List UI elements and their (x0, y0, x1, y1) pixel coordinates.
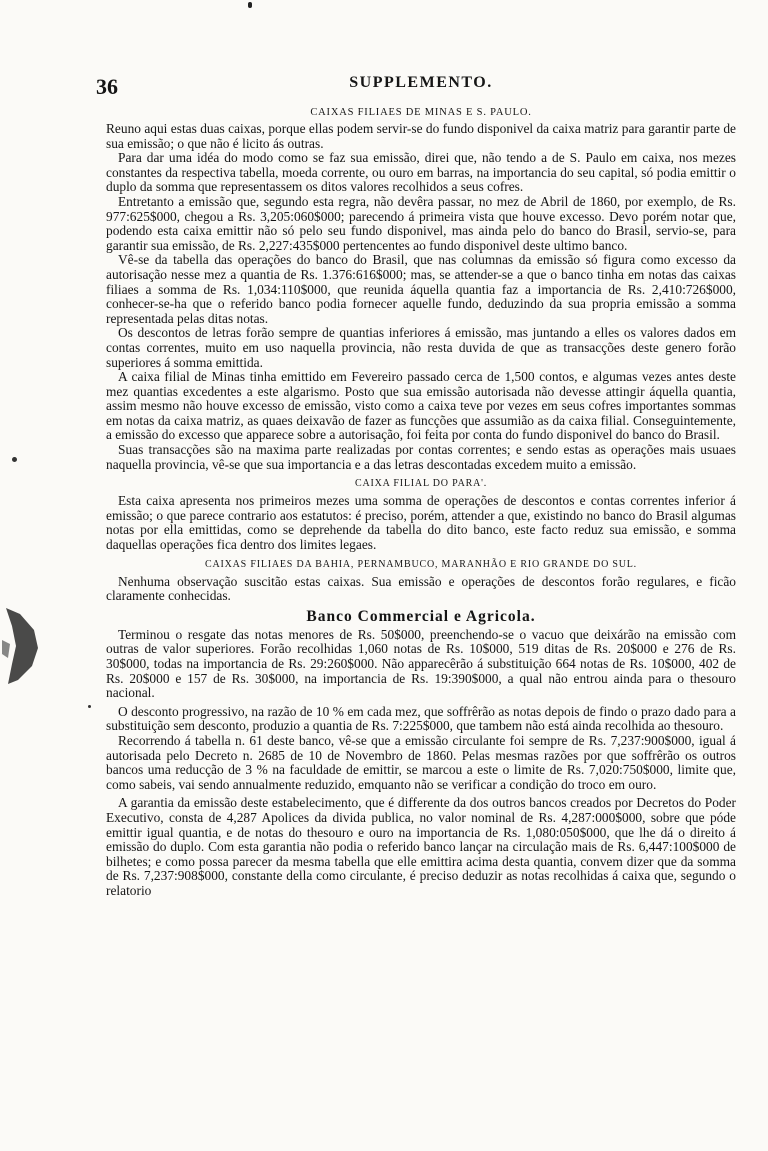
paragraph: O desconto progressivo, na razão de 10 % em cada mez, que soffrêrão as notas depois de findo o prazo dado para a substituição sem desconto, produzio a quantia de Rs. 7:225$000, que tambem não está ainda recolhida ao thesouro. (106, 703, 736, 734)
paragraph: Os descontos de letras forão sempre de quantias inferiores á emissão, mas juntando a elles os valores dados em contas correntes, muito em uso naquella provincia, não resta duvida de que as transacções deste genero forão superiores á somma emittida. (106, 325, 736, 370)
section-heading-minas: CAIXAS FILIAES DE MINAS E S. PAULO. (310, 107, 532, 118)
page-number: 36 (96, 74, 118, 99)
paragraph: Terminou o resgate das notas menores de Rs. 50$000, preenchendo-se o vacuo que deixárão na emissão com outras de valor superiores. Forão recolhidas 1,060 notas de Rs. 10$000, 519 ditas de Rs. 20$000 e 276 de Rs. 30$000, todas na importancia de Rs. 29:260$000. Não apparecêrão á substituição 664 notas de Rs. 10$000, 402 de Rs. 20$000 e 157 de Rs. 30$000, na importancia de Rs. 19:390$000, a qual não entrou ainda para o thesouro nacional. (106, 626, 736, 701)
page-header (96, 74, 736, 99)
paragraph: Para dar uma idéa do modo como se faz sua emissão, direi que, não tendo a de S. Paulo em caixa, nos mezes constantes da respectiva tabella, moeda corrente, ou ouro em barras, na importancia do seu capital, só podia emittir o duplo da somma que representassem os ditos valores recolhidos a seus cofres. (106, 150, 736, 195)
paragraph: Vê-se da tabella das operações do banco do Brasil, que nas columnas da emissão só figura como excesso da autorisação nesse mez a quantia de Rs. 1.376:616$000; mas, se attender-se a que o banco tinha em notas das caixas filiaes a somma de Rs. 1,034:110$000, que reunida áquella quantia faz a importancia de Rs. 2,410:726$000, conhecer-se-ha que o referido banco podia fornecer aquelle fundo, deduzindo da sua propria emissão a somma representada pelas ditas notas. (106, 252, 736, 326)
paragraph: Reuno aqui estas duas caixas, porque ellas podem servir-se do fundo disponivel da caixa matriz para garantir parte de sua emissão; o que não é licito ás outras. (106, 121, 736, 151)
ink-dot (12, 457, 17, 462)
bleed-through-ornament (0, 600, 44, 690)
section-title-banco: Banco Commercial e Agricola. (306, 607, 536, 625)
running-title: SUPPLEMENTO. (349, 74, 493, 91)
page-body (106, 104, 736, 899)
page (96, 0, 736, 1151)
paragraph: A garantia da emissão deste estabelecimento, que é differente da dos outros bancos creados por Decretos do Poder Executivo, consta de 4,287 Apolices da divida publica, no valor nominal de Rs. 4,287:000$000, sobre que póde emittir igual quantia, e de notas do thesouro e ouro na importancia de Rs. 1,080:050$000, que lhe dá o direito á emissão do duplo. Com esta garantia não podia o referido banco lançar na circulação mais de Rs. 6,447:100$000 de bilhetes; e como possa parecer da mesma tabella que elle emittira acima desta quantia, convem dizer que da somma de Rs. 7,237:908$000, constante della como circulante, é preciso deduzir as notas recolhidas á caixa que, segundo o relatorio (106, 795, 736, 898)
paragraph: Suas transacções são na maxima parte realizadas por contas correntes; e sendo estas as operações mais usuaes naquella provincia, vê-se que sua importancia e a das letras descontadas excedem muito a emissão. (106, 442, 736, 472)
paragraph: A caixa filial de Minas tinha emittido em Fevereiro passado cerca de 1,500 contos, e algumas vezes antes deste mez quantias excedentes a este algarismo. Posto que sua emissão autorisada não devesse attingir áquella quantia, assim mesmo não houve excesso de emissão, visto como a caixa teve por vezes em seus cofres importantes sommas em notas da caixa matriz, as quaes deixavão de fazer as funcções que assumião as da caixa filial. Conseguintemente, a emissão do excesso que apparece sobre a autorisação, foi feita por conta do fundo disponivel do banco do Brasil. (106, 369, 736, 443)
paragraph: Recorrendo á tabella n. 61 deste banco, vê-se que a emissão circulante foi sempre de Rs. 7,237:900$000, igual á autorisada pelo Decreto n. 2685 de 10 de Novembro de 1860. Pelas mesmas razões por que soffrêrão os outros bancos uma reducção de 3 % na faculdade de emittir, se marcou a este o limite de Rs. 7,020:750$000, limite que, como sabeis, vai sendo annualmente reduzido, emquanto não se verificar a condição do troco em ouro. (106, 732, 736, 792)
section-heading-para: CAIXA FILIAL DO PARA'. (354, 478, 487, 490)
paragraph: Esta caixa apresenta nos primeiros mezes uma somma de operações de descontos e contas correntes inferior á emissão; o que parece contrario aos estatutos: é preciso, porém, attender a que, existindo no banco do Brasil algumas notas por ella emittidas, como se deprehende da tabella do dito banco, este facto reduz sua emissão, e somma daquellas operações fica dentro dos limites legaes. (106, 493, 736, 553)
section-heading-bahia: CAIXAS FILIAES DA BAHIA, PERNAMBUCO, MARANHÃO E RIO GRANDE DO SUL. (205, 558, 637, 570)
paragraph: Entretanto a emissão que, segundo esta regra, não devêra passar, no mez de Abril de 1860, por exemplo, de Rs. 977:625$000, chegou a Rs. 3,205:060$000; parecendo á primeira vista que houve excesso. Devo porém notar que, podendo esta caixa emittir não só pelo seu fundo disponivel, mas ainda pelo do banco do Brasil, servio-se, para garantir sua emissão, de Rs. 2,227:435$000 pertencentes ao fundo disponivel deste ultimo banco. (106, 193, 736, 253)
ink-dot (88, 705, 91, 708)
paragraph: Nenhuma observação suscitão estas caixas. Sua emissão e operações de descontos forão regulares, e ficão claramente conhecidas. (106, 573, 736, 604)
